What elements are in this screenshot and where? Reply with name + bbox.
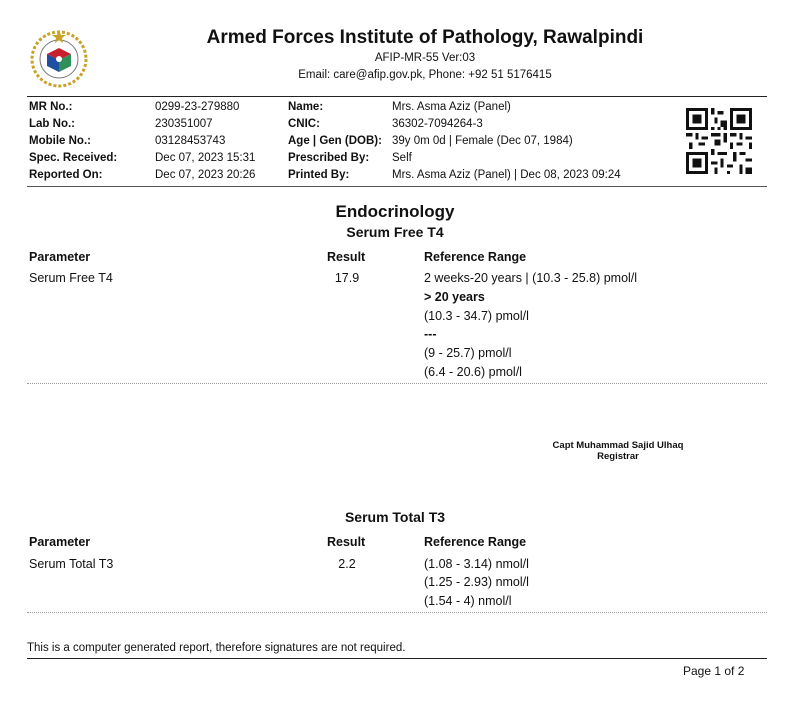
test1-range-line: 2 weeks-20 years | (10.3 - 25.8) pmol/l (424, 271, 638, 285)
test1-title: Serum Free T4 (346, 224, 444, 240)
reported-on-label: Reported On: (29, 169, 103, 181)
test1-range-line: (6.4 - 20.6) pmol/l (424, 365, 522, 379)
test2-range-line: (1.54 - 4) nmol/l (424, 594, 512, 608)
test1-result: 17.9 (334, 271, 360, 285)
test1-divider (27, 383, 767, 384)
mr-no-label: MR No.: (29, 101, 73, 113)
patient-info-divider (27, 186, 767, 187)
prescribed-by-value: Self (392, 152, 412, 164)
institute-contact: Email: care@afip.gov.pk, Phone: +92 51 5176415 (298, 69, 552, 81)
signatory-role: Registrar (597, 451, 639, 462)
result-header: Result (327, 250, 366, 264)
reported-on-value: Dec 07, 2023 20:26 (155, 169, 256, 181)
test2-result: 2.2 (338, 557, 356, 571)
computer-generated-note: This is a computer generated report, therefore signatures are not required. (27, 642, 406, 654)
form-code: AFIP-MR-55 Ver:03 (374, 52, 476, 64)
department-title: Endocrinology (335, 202, 455, 221)
parameter-header: Parameter (29, 250, 91, 264)
reference-header: Reference Range (424, 535, 527, 549)
qr-code (686, 108, 752, 174)
age-gender-label: Age | Gen (DOB): (288, 135, 382, 147)
institute-title: Armed Forces Institute of Pathology, Rawalpindi (206, 27, 644, 48)
parameter-header: Parameter (29, 535, 91, 549)
page-number: Page 1 of 2 (683, 664, 745, 678)
test1-range-line: --- (424, 327, 437, 341)
spec-received-label: Spec. Received: (29, 152, 118, 164)
mobile-no-label: Mobile No.: (29, 135, 91, 147)
age-gender-value: 39y 0m 0d | Female (Dec 07, 1984) (392, 135, 573, 147)
footer-divider (27, 658, 767, 659)
cnic-value: 36302-7094264-3 (392, 118, 483, 130)
signatory-name: Capt Muhammad Sajid Ulhaq (552, 440, 684, 451)
name-label: Name: (288, 101, 324, 113)
test2-range-line: (1.08 - 3.14) nmol/l (424, 557, 529, 571)
spec-received-value: Dec 07, 2023 15:31 (155, 152, 256, 164)
cnic-label: CNIC: (288, 118, 320, 130)
lab-no-label: Lab No.: (29, 118, 75, 130)
test2-title: Serum Total T3 (344, 509, 446, 525)
name-value: Mrs. Asma Aziz (Panel) (392, 101, 511, 113)
test1-parameter: Serum Free T4 (29, 271, 113, 285)
mr-no-value: 0299-23-279880 (155, 101, 240, 113)
test2-divider (27, 612, 767, 613)
mobile-no-value: 03128453743 (155, 135, 226, 147)
prescribed-by-label: Prescribed By: (288, 152, 370, 164)
test1-range-line: (10.3 - 34.7) pmol/l (424, 309, 529, 323)
test1-range-line: > 20 years (424, 290, 485, 304)
header-divider (27, 96, 767, 97)
lab-no-value: 230351007 (155, 118, 213, 130)
reference-header: Reference Range (424, 250, 527, 264)
test2-parameter: Serum Total T3 (29, 557, 114, 571)
result-header: Result (327, 535, 366, 549)
test1-range-line: (9 - 25.7) pmol/l (424, 346, 512, 360)
test2-range-line: (1.25 - 2.93) nmol/l (424, 575, 529, 589)
printed-by-label: Printed By: (288, 169, 350, 181)
printed-by-value: Mrs. Asma Aziz (Panel) | Dec 08, 2023 09:24 (392, 169, 621, 181)
